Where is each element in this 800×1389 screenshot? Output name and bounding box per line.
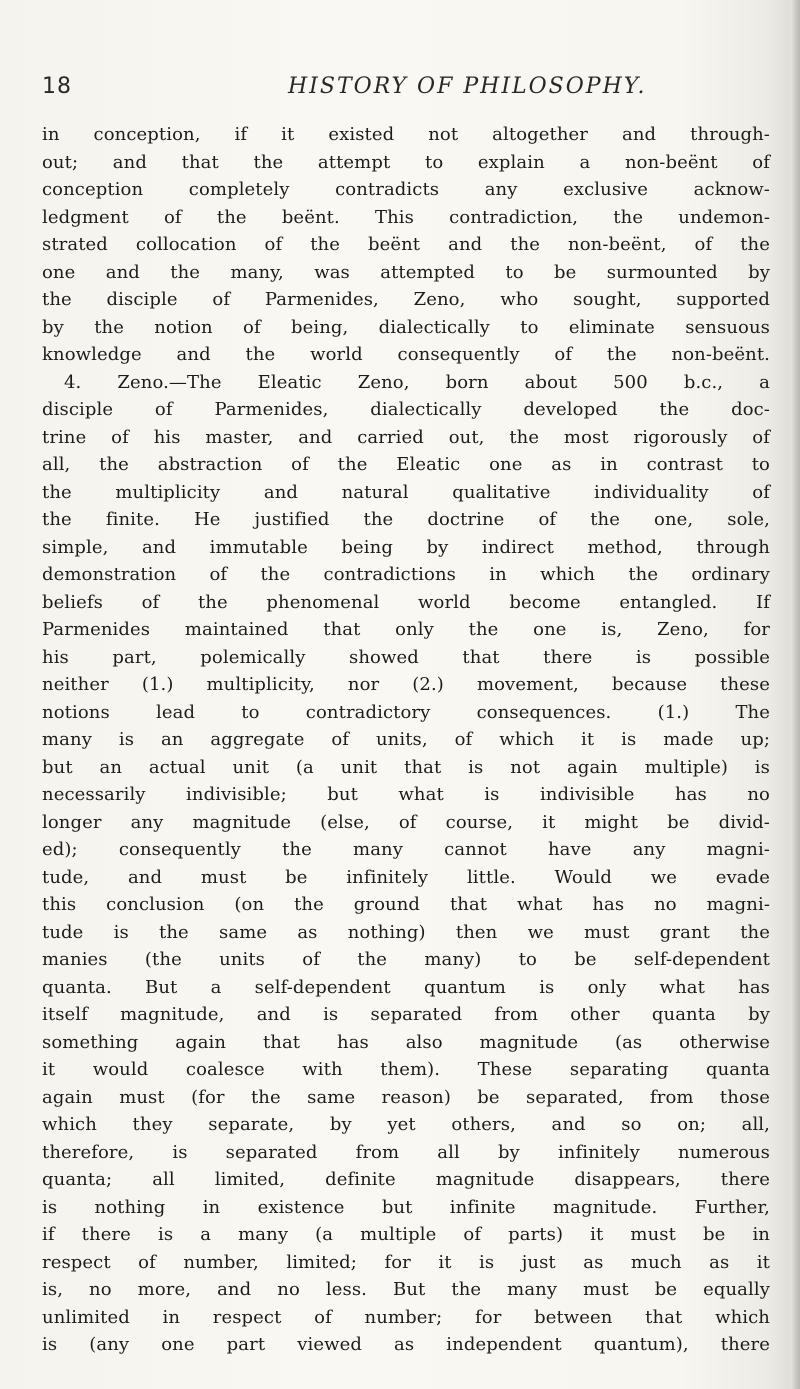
text-line: but an actual unit (a unit that is not again multiple) is bbox=[42, 756, 770, 778]
text-line: tude, and must be infinitely little. Would we evade bbox=[42, 866, 770, 888]
text-line: his part, polemically showed that there is possible bbox=[42, 646, 770, 668]
page-number: 18 bbox=[42, 74, 72, 99]
text-line: longer any magnitude (else, of course, it might be divid- bbox=[42, 811, 770, 833]
text-line: respect of number, limited; for it is just as much as it bbox=[42, 1251, 770, 1273]
text-line: simple, and immutable being by indirect method, through bbox=[42, 536, 770, 558]
text-line: this conclusion (on the ground that what has no magni- bbox=[42, 894, 770, 915]
text-line: all, the abstraction of the Eleatic one as in contrast to bbox=[42, 454, 770, 475]
body-text bbox=[42, 121, 770, 1359]
text-line: trine of his master, and carried out, the most rigorously of bbox=[42, 426, 770, 448]
text-line: 4. Zeno.—The Eleatic Zeno, born about 500 b.c., a bbox=[64, 371, 770, 393]
text-line: out; and that the attempt to explain a non-beënt of bbox=[42, 151, 770, 173]
text-line: quanta; all limited, definite magnitude disappears, there bbox=[42, 1169, 770, 1190]
text-line: something again that has also magnitude (as otherwise bbox=[42, 1031, 770, 1053]
running-title: HISTORY OF PHILOSOPHY. bbox=[288, 74, 647, 99]
text-line: necessarily indivisible; but what is indivisible has no bbox=[42, 784, 770, 805]
text-line: strated collocation of the beënt and the non-beënt, of the bbox=[42, 234, 770, 255]
text-line: one and the many, was attempted to be surmounted by bbox=[42, 261, 770, 283]
text-line: conception completely contradicts any exclusive acknow- bbox=[42, 179, 770, 200]
text-line: the disciple of Parmenides, Zeno, who sought, supported bbox=[42, 289, 770, 310]
text-line: itself magnitude, and is separated from other quanta by bbox=[42, 1004, 770, 1025]
text-line: quanta. But a self-dependent quantum is only what has bbox=[42, 976, 770, 998]
text-line: is nothing in existence but infinite magnitude. Further, bbox=[42, 1196, 770, 1218]
text-line: if there is a many (a multiple of parts) it must be in bbox=[42, 1224, 770, 1245]
text-line: disciple of Parmenides, dialectically developed the doc- bbox=[42, 399, 770, 420]
text-line: ledgment of the beënt. This contradiction, the undemon- bbox=[42, 206, 770, 228]
text-line: is, no more, and no less. But the many must be equally bbox=[42, 1279, 770, 1300]
text-line: knowledge and the world consequently of the non-beënt. bbox=[42, 344, 770, 365]
page-edge-shadow bbox=[790, 0, 800, 1389]
text-line: tude is the same as nothing) then we must grant the bbox=[42, 921, 770, 943]
text-line: demonstration of the contradictions in which the ordinary bbox=[42, 564, 770, 585]
text-line: the finite. He justified the doctrine of the one, sole, bbox=[42, 509, 770, 530]
text-line: unlimited in respect of number; for between that which bbox=[42, 1306, 770, 1328]
text-line: the multiplicity and natural qualitative individuality of bbox=[42, 481, 770, 503]
text-line: by the notion of being, dialectically to eliminate sensuous bbox=[42, 316, 770, 338]
text-line: many is an aggregate of units, of which it is made up; bbox=[42, 729, 770, 750]
text-line: ed); consequently the many cannot have any magni- bbox=[42, 839, 770, 860]
page-header bbox=[42, 74, 762, 108]
text-line: notions lead to contradictory consequences. (1.) The bbox=[42, 701, 770, 723]
text-line: Parmenides maintained that only the one is, Zeno, for bbox=[42, 619, 770, 640]
text-line: which they separate, by yet others, and so on; all, bbox=[42, 1114, 770, 1135]
text-line: in conception, if it existed not altogether and through- bbox=[42, 124, 770, 145]
text-line: beliefs of the phenomenal world become entangled. If bbox=[42, 591, 770, 613]
text-line: is (any one part viewed as independent quantum), there bbox=[42, 1334, 770, 1355]
text-line: neither (1.) multiplicity, nor (2.) movement, because these bbox=[42, 674, 770, 695]
text-line: again must (for the same reason) be separated, from those bbox=[42, 1086, 770, 1108]
text-line: therefore, is separated from all by infinitely numerous bbox=[42, 1141, 770, 1163]
text-line: it would coalesce with them). These separating quanta bbox=[42, 1059, 770, 1080]
text-line: manies (the units of the many) to be self-dependent bbox=[42, 949, 770, 970]
